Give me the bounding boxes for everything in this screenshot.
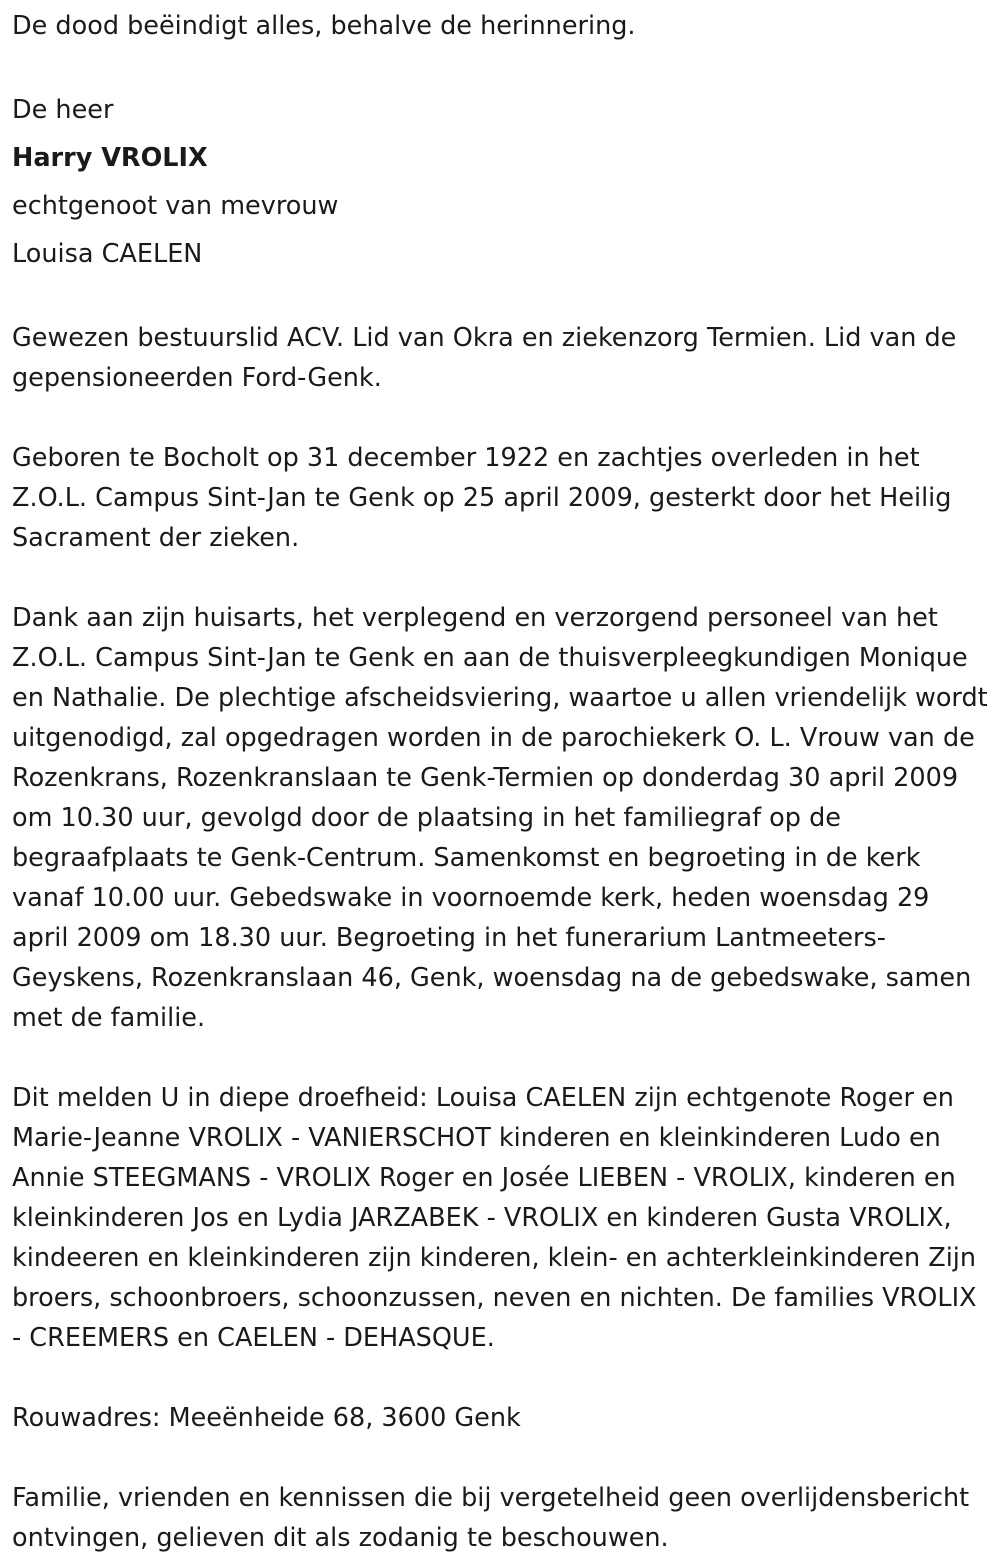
spacer <box>12 278 988 318</box>
mourning-address: Rouwadres: Meeënheide 68, 3600 Genk <box>12 1403 521 1433</box>
spouse-name: Louisa CAELEN <box>12 239 203 269</box>
spacer <box>12 1358 988 1398</box>
spacer <box>12 46 988 86</box>
relation-text: echtgenoot van mevrouw <box>12 191 339 221</box>
membership-paragraph: Gewezen bestuurslid ACV. Lid van Okra en ziekenzorg Termien. Lid van de gepensioneerden Ford-Genk. <box>12 323 957 393</box>
spacer <box>12 398 988 438</box>
spacer <box>12 1038 988 1078</box>
spacer <box>12 1438 988 1478</box>
deceased-name: Harry VROLIX <box>12 143 208 173</box>
motto: De dood beëindigt alles, behalve de herinnering. <box>12 11 636 41</box>
birth-death-paragraph: Geboren te Bocholt op 31 december 1922 en zachtjes overleden in het Z.O.L. Campus Sint-Jan te Genk op 25 april 2009, gesterkt door het Heilig Sacrament der zieken. <box>12 443 952 553</box>
family-paragraph: Dit melden U in diepe droefheid: Louisa CAELEN zijn echtgenote Roger en Marie-Jeanne VROLIX - VANIERSCHOT kinderen en kleinkinderen Ludo en Annie STEEGMANS - VROLIX Roger en Josée LIEBEN - VROLIX, kinderen en kleinkinderen Jos en Lydia JARZABEK - VROLIX en kinderen Gusta VROLIX, kindeeren en kleinkinderen zijn kinderen, klein- en achterkleinkinderen Zijn broers, schoonbroers, schoonzussen, neven en nichten. De families VROLIX - CREEMERS en CAELEN - DEHASQUE. <box>12 1083 977 1353</box>
salutation: De heer <box>12 95 114 125</box>
ceremony-paragraph: Dank aan zijn huisarts, het verplegend en verzorgend personeel van het Z.O.L. Campus Sint-Jan te Genk en aan de thuisverpleegkundigen Monique en Nathalie. De plechtige afscheidsviering, waartoe u allen vriendelijk wordt uitgenodigd, zal opgedragen worden in de parochiekerk O. L. Vrouw van de Rozenkrans, Rozenkranslaan te Genk-Termien op donderdag 30 april 2009 om 10.30 uur, gevolgd door de plaatsing in het familiegraf op de begraafplaats te Genk-Centrum. Samenkomst en begroeting in de kerk vanaf 10.00 uur. Gebedswake in voornoemde kerk, heden woensdag 29 april 2009 om 18.30 uur. Begroeting in het funerarium Lantmeeters-Geyskens, Rozenkranslaan 46, Genk, woensdag na de gebedswake, samen met de familie. <box>12 603 988 1033</box>
spacer <box>12 558 988 598</box>
closing-paragraph: Familie, vrienden en kennissen die bij vergetelheid geen overlijdensbericht ontvingen, gelieven dit als zodanig te beschouwen. <box>12 1483 970 1553</box>
